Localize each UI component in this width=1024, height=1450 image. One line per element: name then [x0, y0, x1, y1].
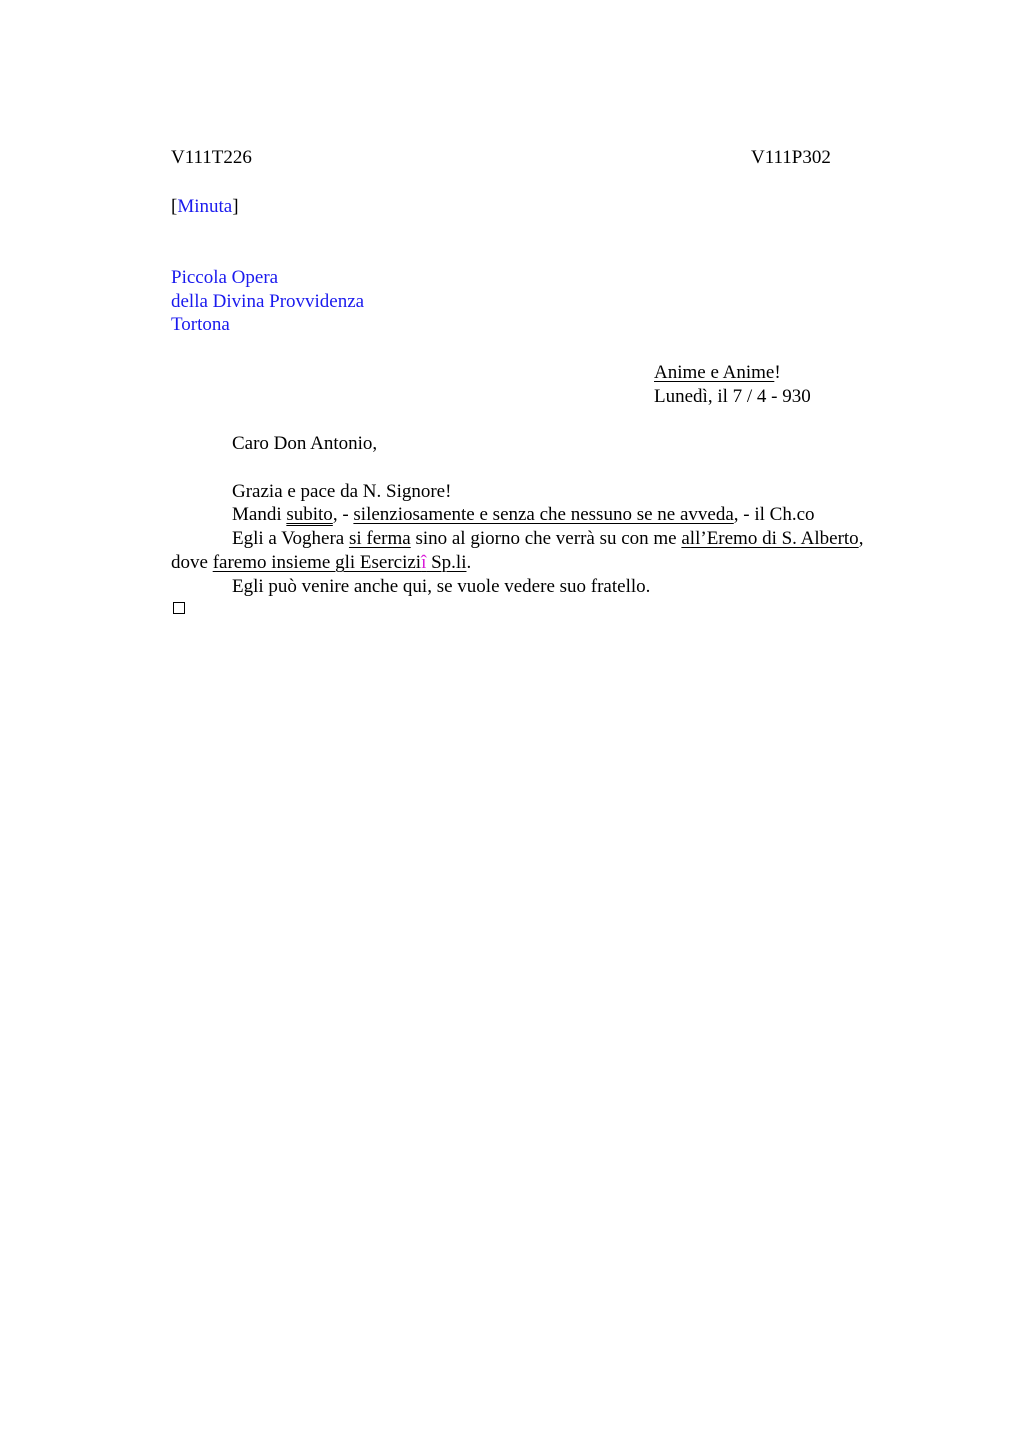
- minuta-bracket-open: [: [171, 196, 178, 217]
- paragraph-2-continued: [171, 551, 471, 575]
- square-outline-icon: [173, 602, 185, 614]
- p2-text-a: Egli a Voghera: [232, 528, 349, 549]
- p1-text-e: , - il Ch.co: [733, 504, 815, 525]
- letterhead-line-3: Tortona: [171, 314, 230, 335]
- p1-text-c: , -: [332, 504, 354, 525]
- p3-esercizi: faremo insieme gli Esercizi: [212, 552, 422, 573]
- p1-underlined-phrase: silenziosamente e senza che nessuno se ne avveda: [353, 504, 734, 525]
- minuta-label: [171, 195, 239, 219]
- paragraph-1: [232, 503, 815, 527]
- letterhead-line-2: della Divina Provvidenza: [171, 291, 365, 312]
- paragraph-2: [232, 527, 863, 551]
- p3-text-d: .: [466, 552, 472, 573]
- greeting: Grazia e pace da N. Signore!: [232, 481, 452, 502]
- archive-code-right: V111P302: [751, 147, 831, 168]
- minuta-bracket-close: ]: [232, 196, 239, 217]
- motto-punct: !: [774, 362, 781, 383]
- p3-underlined-esercizi: [213, 552, 467, 573]
- p3-editorial-mark: î: [421, 552, 427, 573]
- archive-code-left: V111T226: [171, 147, 252, 168]
- p2-underlined-eremo: all’Eremo di S. Alberto: [681, 528, 859, 549]
- salutation: Caro Don Antonio,: [232, 433, 378, 454]
- p2-text-e: ,: [858, 528, 864, 549]
- p3-text-a: dove: [171, 552, 213, 573]
- letter-date: Lunedì, il 7 / 4 - 930: [654, 386, 811, 407]
- letterhead-line-1: Piccola Opera: [171, 267, 279, 288]
- paragraph-3: Egli può venire anche qui, se vuole vedere suo fratello.: [232, 576, 651, 597]
- motto: [654, 361, 781, 385]
- p3-spli: Sp.li: [426, 552, 467, 573]
- p2-underlined-si-ferma: si ferma: [348, 528, 411, 549]
- motto-text: Anime e Anime: [654, 362, 775, 383]
- p1-underlined-subito: subito: [286, 504, 333, 525]
- minuta-text: Minuta: [177, 196, 233, 217]
- p2-text-c: sino al giorno che verrà su con me: [410, 528, 682, 549]
- p1-text-a: Mandi: [232, 504, 287, 525]
